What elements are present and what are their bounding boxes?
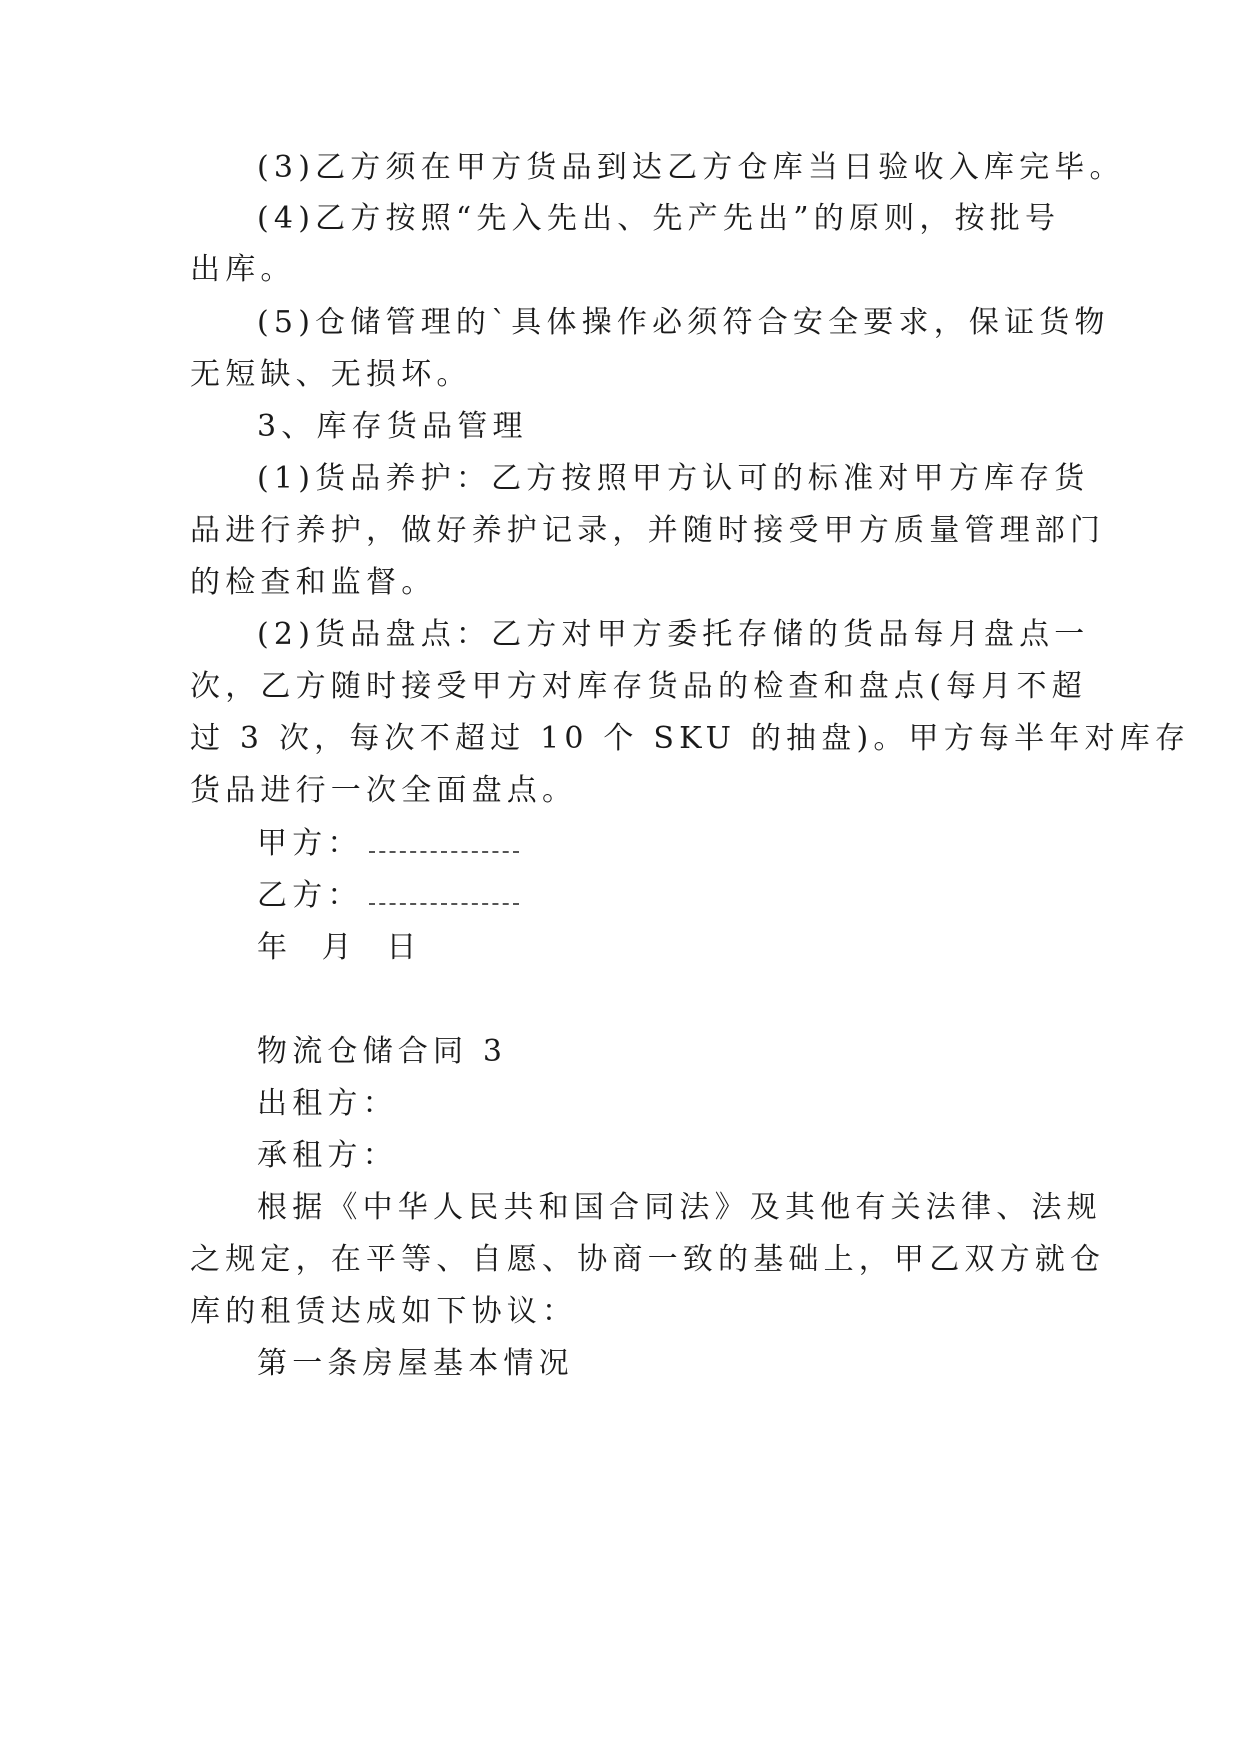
clause-3-line-1: (3)乙方须在甲方货品到达乙方仓库当日验收入库完毕。 <box>257 150 1125 185</box>
clause-1-line-1: (1)货品养护：乙方按照甲方认可的标准对甲方库存货 <box>257 461 1090 496</box>
lessor-label: 出租方： <box>257 1086 398 1121</box>
party-a-label: 甲方： <box>257 826 363 861</box>
article-1-heading: 第一条房屋基本情况 <box>257 1346 574 1381</box>
clause-2-line-4: 货品进行一次全面盘点。 <box>190 773 578 808</box>
clause-5-line-2: 无短缺、无损坏。 <box>190 357 472 392</box>
party-b-signature <box>257 876 519 916</box>
party-a-signature <box>257 824 519 864</box>
clause-5-line-1: (5)仓储管理的`具体操作必须符合安全要求，保证货物 <box>257 305 1110 340</box>
lessee-label: 承租方： <box>257 1138 398 1173</box>
intro-line-1: 根据《中华人民共和国合同法》及其他有关法律、法规 <box>257 1190 1102 1225</box>
clause-4-line-1: (4)乙方按照“先入先出、先产先出”的原则，按批号 <box>257 201 1061 236</box>
date-line: 年 月 日 <box>257 930 422 965</box>
intro-line-3: 库的租赁达成如下协议： <box>190 1294 578 1329</box>
contract-3-title: 物流仓储合同 3 <box>257 1034 508 1069</box>
party-a-signature-blank <box>369 827 519 853</box>
party-b-signature-blank <box>369 879 519 905</box>
clause-4-line-2: 出库。 <box>190 252 296 287</box>
clause-1-line-3: 的检查和监督。 <box>190 565 437 600</box>
clause-1-line-2: 品进行养护，做好养护记录，并随时接受甲方质量管理部门 <box>190 513 1106 548</box>
clause-2-line-1: (2)货品盘点：乙方对甲方委托存储的货品每月盘点一 <box>257 617 1090 652</box>
clause-2-line-2: 次，乙方随时接受甲方对库存货品的检查和盘点(每月不超 <box>190 669 1087 704</box>
section-heading-inventory: 3、库存货品管理 <box>257 409 528 444</box>
clause-2-line-3: 过 3 次，每次不超过 10 个 SKU 的抽盘)。甲方每半年对库存 <box>190 721 1191 756</box>
intro-line-2: 之规定，在平等、自愿、协商一致的基础上，甲乙双方就仓 <box>190 1242 1106 1277</box>
party-b-label: 乙方： <box>257 878 363 913</box>
